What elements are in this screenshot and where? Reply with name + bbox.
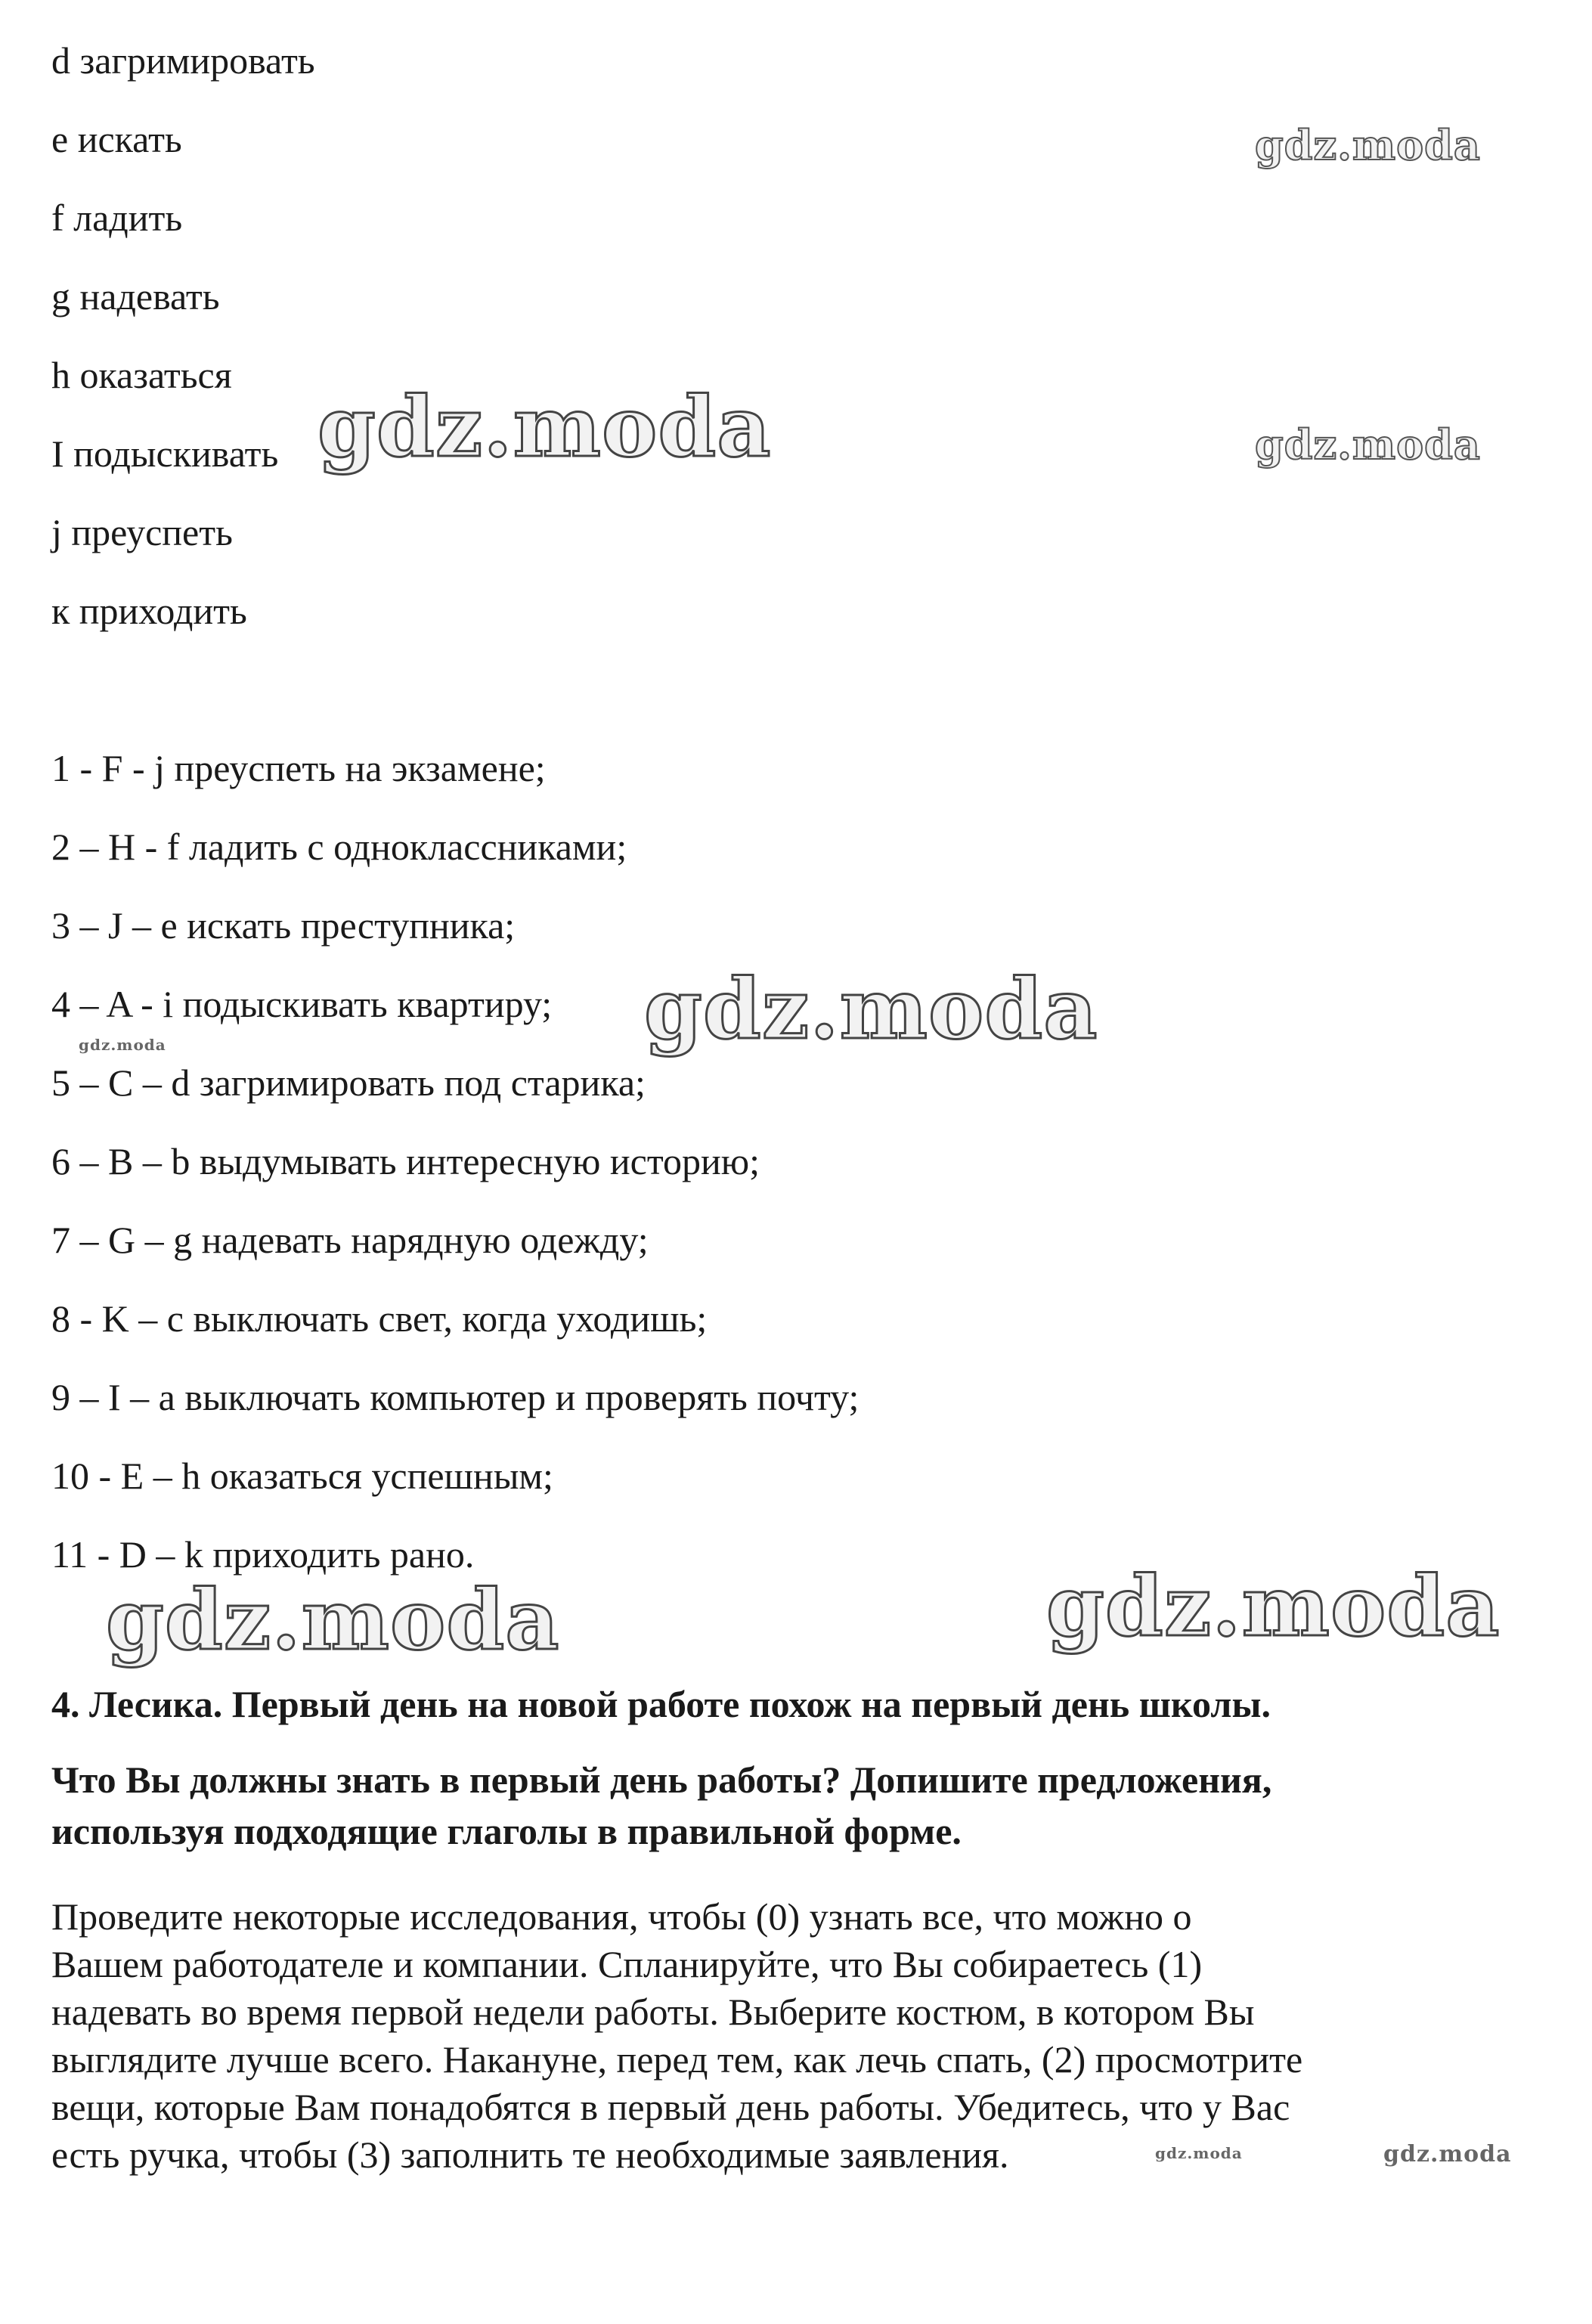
watermark: gdz.moda	[106, 1571, 560, 1669]
answer-3: 3 – J – e искать преступника;	[51, 904, 516, 947]
answer-6: 6 – B – b выдумывать интересную историю;	[51, 1140, 760, 1182]
watermark: gdz.moda	[79, 1036, 166, 1054]
letter-item-f: f ладить	[51, 197, 183, 239]
paragraph-line-5: вещи, которые Вам понадобятся в первый день работы. Убедитесь, что у Вас	[51, 2086, 1290, 2128]
letter-item-k: к приходить	[51, 590, 247, 632]
paragraph-line-3: надевать во время первой недели работы. Выберите костюм, в котором Вы	[51, 1991, 1255, 2033]
watermark: gdz.moda	[317, 378, 772, 476]
watermark: gdz.moda	[1383, 2141, 1512, 2168]
answer-2: 2 – H - f ладить с одноклассниками;	[51, 826, 627, 868]
letter-item-g: g надевать	[51, 275, 220, 318]
watermark: gdz.moda	[1255, 420, 1481, 469]
letter-item-e: e искать	[51, 118, 182, 160]
watermark: gdz.moda	[644, 960, 1098, 1058]
letter-item-d: d загримировать	[51, 39, 315, 82]
watermark: gdz.moda	[1046, 1557, 1501, 1655]
answer-1: 1 - F - j преуспеть на экзамене;	[51, 747, 546, 789]
paragraph-line-6: есть ручка, чтобы (3) заполнить те необходимые заявления.	[51, 2133, 1009, 2176]
task-question-line-1: Что Вы должны знать в первый день работы? Допишите предложения,	[51, 1758, 1272, 1801]
letter-item-h: h оказаться	[51, 354, 232, 396]
paragraph-line-2: Вашем работодателе и компании. Спланируйте, что Вы собираетесь (1)	[51, 1943, 1203, 1985]
task-title: 4. Лесика. Первый день на новой работе похож на первый день школы.	[51, 1683, 1271, 1725]
watermark: gdz.moda	[1255, 121, 1481, 169]
letter-item-i: I подыскивать	[51, 432, 279, 475]
answer-7: 7 – G – g надевать нарядную одежду;	[51, 1219, 649, 1261]
answer-10: 10 - E – h оказаться успешным;	[51, 1455, 553, 1497]
answer-5: 5 – C – d загримировать под старика;	[51, 1061, 646, 1104]
answer-8: 8 - K – c выключать свет, когда уходишь;	[51, 1297, 708, 1340]
task-question-line-2: используя подходящие глаголы в правильной форме.	[51, 1810, 962, 1852]
answer-11: 11 - D – k приходить рано.	[51, 1533, 475, 1576]
watermark: gdz.moda	[1155, 2144, 1243, 2162]
paragraph-line-4: выглядите лучше всего. Накануне, перед тем, как лечь спать, (2) просмотрите	[51, 2038, 1303, 2081]
answer-4: 4 – A - i подыскивать квартиру;	[51, 983, 553, 1025]
letter-item-j: j преуспеть	[51, 511, 233, 553]
answer-9: 9 – I – a выключать компьютер и проверять почту;	[51, 1376, 859, 1418]
paragraph-line-1: Проведите некоторые исследования, чтобы (0) узнать все, что можно о	[51, 1895, 1192, 1938]
